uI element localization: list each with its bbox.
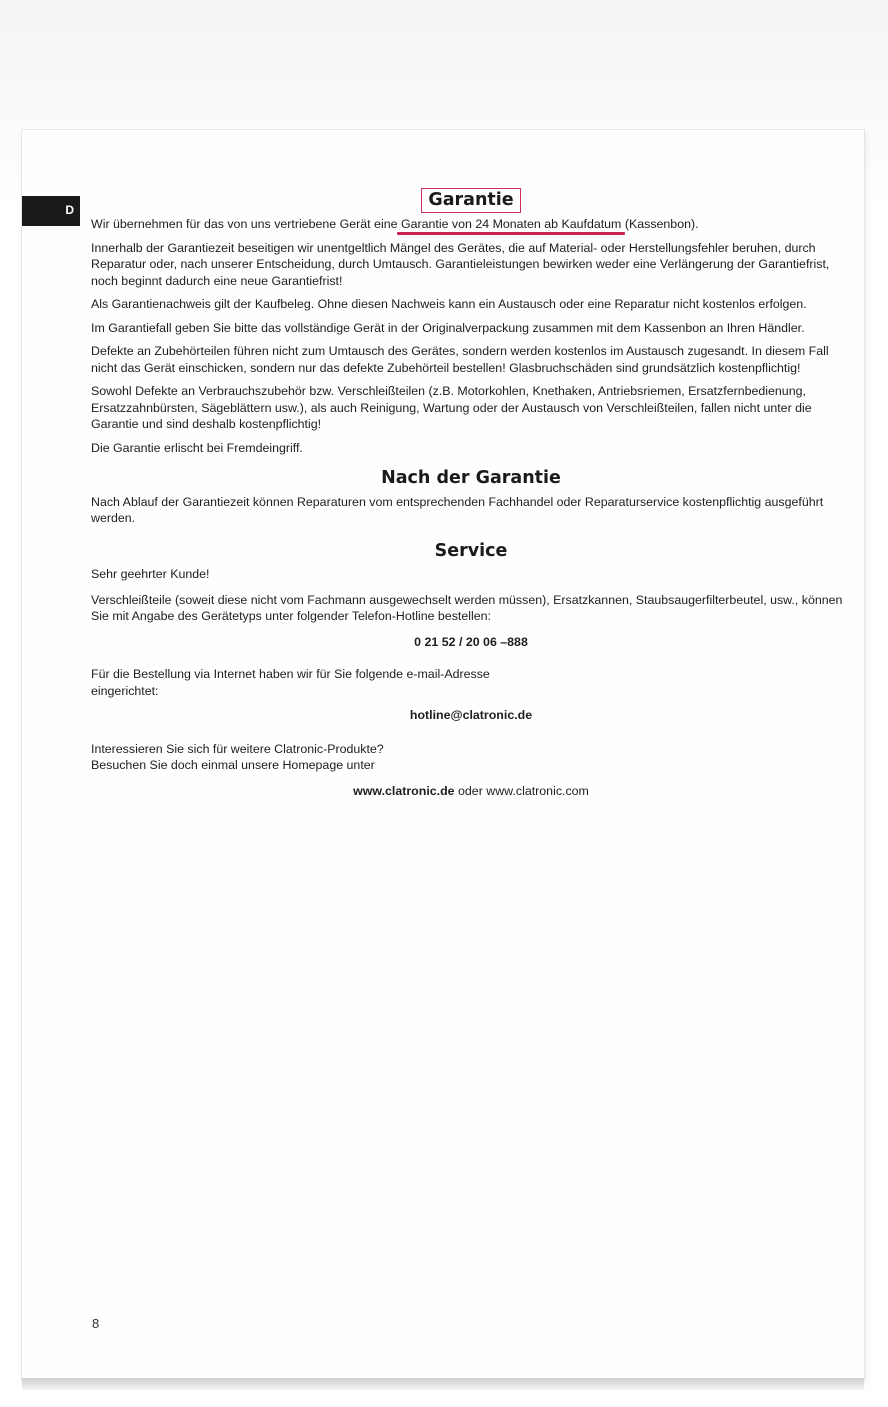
garantie-paragraph-3: Als Garantienachweis gilt der Kaufbeleg. Ohne diesen Nachweis kann ein Austausch oder eine Reparatur nicht kostenlos erfolgen. bbox=[91, 297, 807, 311]
garantie-paragraph-4: Im Garantiefall geben Sie bitte das vollständige Gerät in der Originalverpackung zusammen mit dem Kassenbon an Ihren Händler. bbox=[91, 320, 805, 335]
hotline-phone: 0 21 52 / 20 06 –888 bbox=[414, 634, 528, 649]
service-greeting: Sehr geehrter Kunde! bbox=[91, 567, 210, 581]
service-p3-line2: Besuchen Sie doch einmal unsere Homepage unter bbox=[91, 758, 375, 772]
garantie-p1-after: (Kassenbon). bbox=[624, 217, 699, 231]
language-tab-label: D bbox=[65, 203, 74, 217]
service-paragraph-2 bbox=[91, 666, 851, 699]
highlighted-warranty-period: Garantie von 24 Monaten ab Kaufdatum bbox=[400, 217, 622, 231]
page-shadow bbox=[22, 1378, 864, 1390]
service-paragraph-3 bbox=[91, 741, 851, 774]
service-p3-line1: Interessieren Sie sich für weitere Clatronic-Produkte? bbox=[91, 741, 384, 756]
garantie-title-wrap bbox=[91, 188, 851, 213]
garantie-paragraph-2: Innerhalb der Garantiezeit beseitigen wir unentgeltlich Mängel des Gerätes, die auf Material- oder Herstellungsfehler beruhen, durch Reparatur oder, nach unserer Entscheidung, durch Umtausch. Garantieleistungen bewirken weder eine Verlängerung der Garantiefrist, noch beginnt dadurch eine neue Garantiefrist! bbox=[91, 240, 830, 288]
garantie-paragraph-1 bbox=[91, 216, 851, 233]
document-content bbox=[91, 185, 851, 799]
homepage-links bbox=[91, 783, 851, 800]
homepage-link-connector: oder bbox=[458, 783, 483, 798]
garantie-paragraph-5: Defekte an Zubehörteilen führen nicht zum Umtausch des Gerätes, sondern werden kostenlos im Austausch zugesandt. In diesem Fall nicht das Gerät einschicken, sondern nur das defekte Zubehörteil bestellen! Glasbruchschäden sind grundsätzlich kostenpflichtig! bbox=[91, 344, 829, 375]
service-paragraph-1: Verschleißteile (soweit diese nicht vom Fachmann ausgewechselt werden müssen), Ersatzkannen, Staubsaugerfilterbeutel, usw., können Sie mit Angabe des Gerätetyps unter folgender Telefon-Hotline bestellen: bbox=[91, 592, 843, 623]
garantie-paragraph-7: Die Garantie erlischt bei Fremdeingriff. bbox=[91, 440, 303, 455]
service-title: Service bbox=[434, 540, 508, 561]
nach-der-garantie-paragraph: Nach Ablauf der Garantiezeit können Reparaturen vom entsprechenden Fachhandel oder Reparaturservice kostenpflichtig ausgeführt werden. bbox=[91, 494, 824, 525]
hotline-email[interactable]: hotline@clatronic.de bbox=[409, 708, 533, 722]
garantie-p1-before: Wir übernehmen für das von uns vertriebene Gerät eine bbox=[91, 217, 398, 231]
homepage-link-de[interactable]: www.clatronic.de bbox=[353, 783, 455, 798]
page-number: 8 bbox=[92, 1316, 100, 1331]
language-tab bbox=[22, 196, 80, 226]
homepage-link-com[interactable]: www.clatronic.com bbox=[486, 783, 589, 798]
nach-der-garantie-title: Nach der Garantie bbox=[381, 468, 561, 488]
garantie-paragraph-6: Sowohl Defekte an Verbrauchszubehör bzw. Verschleißteilen (z.B. Motorkohlen, Knethaken, Antriebsriemen, Ersatzfernbedienung, Ersatzzahnbürsten, Sägeblättern usw.), als auch Reinigung, Wartung oder der Austausch von Verschleißteilen, fallen nicht unter die Garantie und sind deshalb kostenpflichtig! bbox=[91, 384, 812, 431]
service-p2-line2: eingerichtet: bbox=[91, 683, 159, 698]
garantie-title: Garantie bbox=[421, 188, 520, 213]
service-p2-line1: Für die Bestellung via Internet haben wir für Sie folgende e-mail-Adresse bbox=[91, 667, 490, 681]
